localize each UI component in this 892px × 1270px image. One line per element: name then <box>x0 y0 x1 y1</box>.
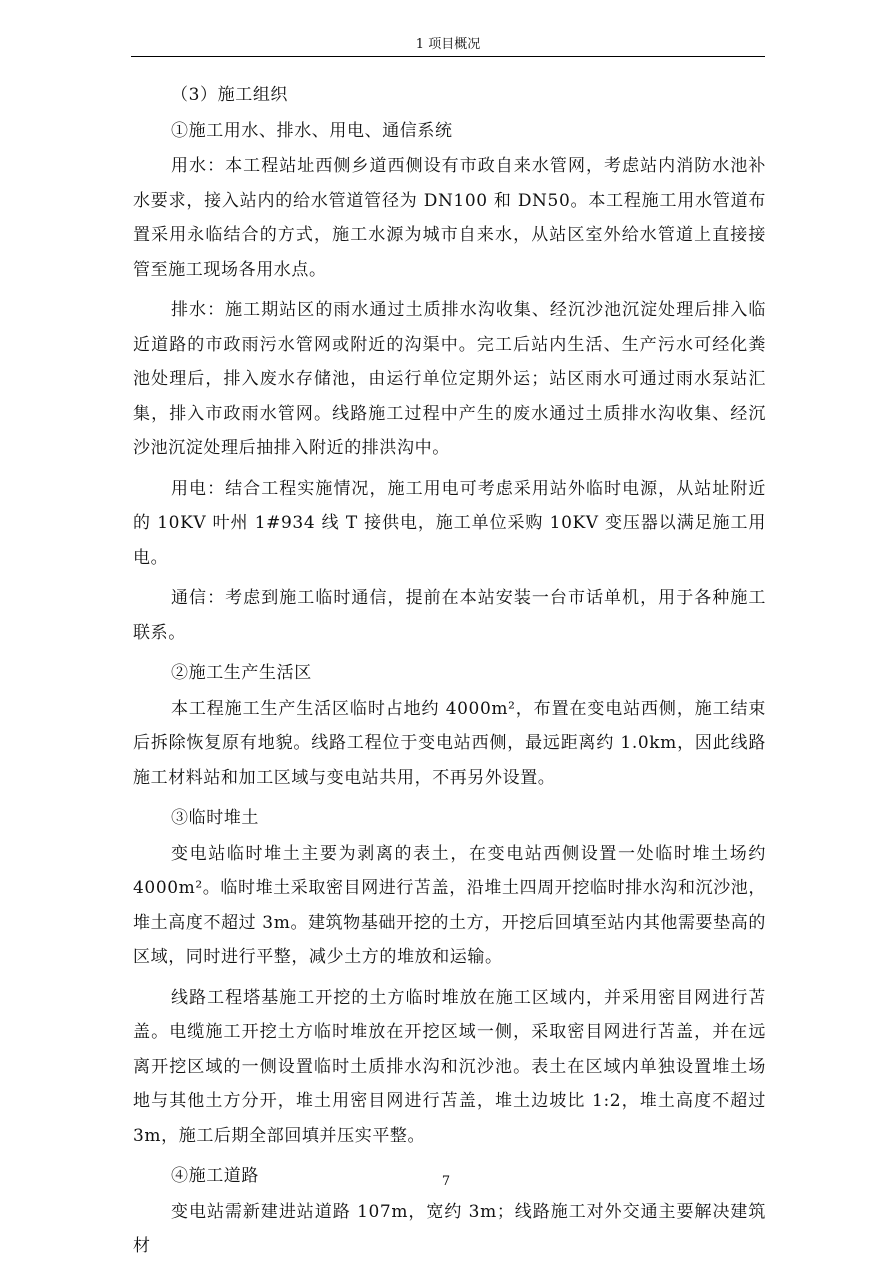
paragraph-stockpile-station: 变电站临时堆土主要为剥离的表土，在变电站西侧设置一处临时堆土场约 4000m²。临时堆土采取密目网进行苫盖，沿堆土四周开挖临时排水沟和沉沙池，堆土高度不超过 3m。建筑物基础开挖的土方，开挖后回填至站内其他需要垫高的区域，同时进行平整，减少土方的堆放和运输。 <box>133 843 766 967</box>
header-rule <box>131 56 765 57</box>
paragraph-communication: 通信：考虑到施工临时通信，提前在本站安装一台市话单机，用于各种施工联系。 <box>133 588 766 643</box>
document-body <box>133 78 766 1270</box>
paragraph-road: 变电站需新建进站道路 107m，宽约 3m；线路施工对外交通主要解决建筑材 <box>133 1201 766 1256</box>
page-header: 1 项目概况 <box>415 37 481 52</box>
subsection-title-utilities: ①施工用水、排水、用电、通信系统 <box>171 120 453 141</box>
paragraph-drainage: 排水：施工期站区的雨水通过土质排水沟收集、经沉沙池沉淀处理后排入临近道路的市政雨污水管网或附近的沟渠中。完工后站内生活、生产污水可经化粪池处理后，排入废水存储池，由运行单位定期外运；站区雨水可通过雨水泵站汇集，排入市政雨水管网。线路施工过程中产生的废水通过土质排水沟收集、经沉沙池沉淀处理后抽排入附近的排洪沟中。 <box>133 300 766 458</box>
page-number: 7 <box>441 1174 451 1189</box>
paragraph-stockpile-line: 线路工程塔基施工开挖的土方临时堆放在施工区域内，并采用密目网进行苫盖。电缆施工开挖土方临时堆放在开挖区域一侧，采取密目网进行苫盖，并在远离开挖区域的一侧设置临时土质排水沟和沉沙池。表土在区域内单独设置堆土场地与其他土方分开，堆土用密目网进行苫盖，堆土边坡比 1:2，堆土高度不超过 3m，施工后期全部回填并压实平整。 <box>133 987 766 1146</box>
paragraph-living-area: 本工程施工生产生活区临时占地约 4000m²，布置在变电站西侧，施工结束后拆除恢复原有地貌。线路工程位于变电站西侧，最远距离约 1.0km，因此线路施工材料站和加工区域与变电站共用，不再另外设置。 <box>133 698 766 788</box>
paragraph-water-supply: 用水：本工程站址西侧乡道西侧设有市政自来水管网，考虑站内消防水池补水要求，接入站内的给水管道管径为 DN100 和 DN50。本工程施工用水管道布置采用永临结合的方式，施工水源为城市自来水，从站区室外给水管道上直接接管至施工现场各用水点。 <box>133 156 766 280</box>
subsection-title-living-area: ②施工生产生活区 <box>171 663 312 683</box>
subsection-title-road: ④施工道路 <box>171 1166 259 1186</box>
subsection-title-stockpile: ③临时堆土 <box>171 808 259 828</box>
paragraph-power: 用电：结合工程实施情况，施工用电可考虑采用站外临时电源，从站址附近的 10KV 叶州 1#934 线 T 接供电，施工单位采购 10KV 变压器以满足施工用电。 <box>133 478 766 568</box>
section-title: （3）施工组织 <box>171 85 289 105</box>
